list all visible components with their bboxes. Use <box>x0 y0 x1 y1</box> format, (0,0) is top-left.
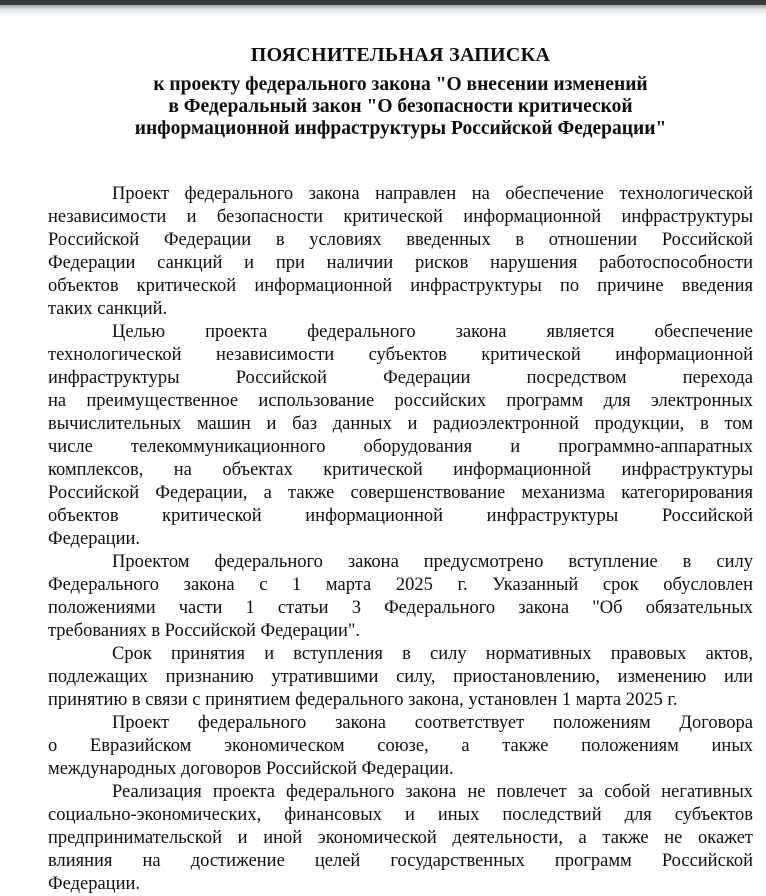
paragraph-line: влияния на достижение целей государственных программ Российской <box>48 851 753 871</box>
paragraph-line: Российской Федерации в условиях введенных в отношении Российской <box>48 230 753 250</box>
paragraph-line: Федерации. <box>48 529 140 549</box>
subtitle-line: к проекту федерального закона "О внесении изменений <box>153 74 648 95</box>
paragraph-line: предпринимательской и иной экономической деятельности, а также не окажет <box>48 828 753 848</box>
paragraph-line: на преимущественное использование российских программ для электронных <box>48 391 753 411</box>
paragraph-line: Проект федерального закона соответствует положениям Договора <box>112 713 753 733</box>
document-subtitle <box>48 74 753 140</box>
subtitle-line: в Федеральный закон "О безопасности критической <box>168 96 633 117</box>
paragraph-line: технологической независимости субъектов критической информационной <box>48 345 753 365</box>
document-page <box>0 43 766 896</box>
paragraph-line: объектов критической информационной инфраструктуры по причине введения <box>48 276 753 296</box>
paragraph-line: Федерации санкций и при наличии рисков нарушения работоспособности <box>48 253 753 273</box>
paragraph-line: независимости и безопасности критической информационной инфраструктуры <box>48 207 753 227</box>
paragraph-line: о Евразийском экономическом союзе, а также положениям иных <box>48 736 753 756</box>
paragraph-line: Российской Федерации, а также совершенствование механизма категорирования <box>48 483 753 503</box>
paragraph-line: социально-экономических, финансовых и иных последствий для субъектов <box>48 805 753 825</box>
paragraph-line: Реализация проекта федерального закона не повлечет за собой негативных <box>112 782 753 802</box>
paragraph-line: объектов критической информационной инфраструктуры Российской <box>48 506 753 526</box>
paragraph-line: положениями части 1 статьи 3 Федерального закона "Об обязательных <box>48 598 753 618</box>
paragraph-line: Целью проекта федерального закона является обеспечение <box>112 322 753 342</box>
paragraph-line: требованиях в Российской Федерации". <box>48 621 361 641</box>
paragraph-line: подлежащих признанию утратившими силу, приостановлению, изменению или <box>48 667 753 687</box>
paragraph-line: международных договоров Российской Федерации. <box>48 759 454 779</box>
paragraph-line: Срок принятия и вступления в силу нормативных правовых актов, <box>112 644 753 664</box>
paragraph-line: Федерации. <box>48 874 140 894</box>
subtitle-line: информационной инфраструктуры Российской Федерации" <box>134 118 667 139</box>
paragraph-line: Проект федерального закона направлен на обеспечение технологической <box>112 184 753 204</box>
paragraph-line: таких санкций. <box>48 299 168 319</box>
paragraph-line: инфраструктуры Российской Федерации посредством перехода <box>48 368 753 388</box>
paragraph-line: числе телекоммуникационного оборудования и программно-аппаратных <box>48 437 753 457</box>
paragraph-line: принятию в связи с принятием федерального закона, установлен 1 марта 2025 г. <box>48 690 678 710</box>
top-fade <box>0 5 766 18</box>
paragraph-line: вычислительных машин и баз данных и радиоэлектронной продукции, в том <box>48 414 753 434</box>
document-body <box>48 183 753 896</box>
document-title: ПОЯСНИТЕЛЬНАЯ ЗАПИСКА <box>250 44 551 66</box>
paragraph-line: Федерального закона с 1 марта 2025 г. Указанный срок обусловлен <box>48 575 753 595</box>
paragraph-line: Проектом федерального закона предусмотрено вступление в силу <box>112 552 753 572</box>
paragraph-line: комплексов, на объектах критической информационной инфраструктуры <box>48 460 753 480</box>
